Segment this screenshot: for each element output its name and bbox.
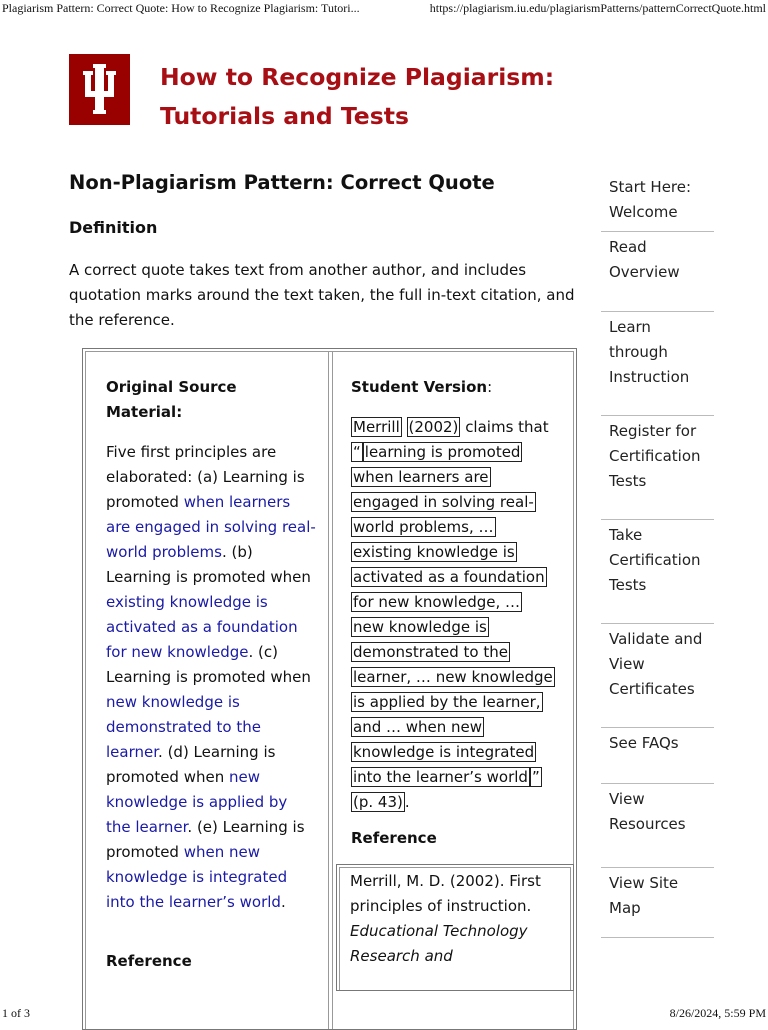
boxed-quote-segment: Merrill <box>353 418 400 436</box>
sidebar-item-label[interactable]: Learn through Instruction <box>609 318 690 386</box>
student-line <box>351 740 561 765</box>
student-line <box>351 415 561 440</box>
original-source-heading: Original Source Material: <box>106 378 237 421</box>
boxed-quote-segment: and … when new <box>353 718 483 736</box>
sidebar-item-label[interactable]: Validate and View Certificates <box>609 630 703 698</box>
sidebar-item-see-faqs[interactable] <box>601 728 714 784</box>
sidebar-item-register-for-certification-tests[interactable] <box>601 416 714 520</box>
boxed-quote-segment: is applied by the learner, <box>353 693 541 711</box>
source-text: . (c) Learning is promoted when <box>106 643 311 686</box>
quoted-passage: new knowledge is demonstrated to the learner <box>106 693 261 761</box>
student-line <box>351 640 561 665</box>
student-text: . <box>404 793 410 811</box>
quoted-passage: new knowledge is applied by the learner <box>106 768 288 836</box>
site-title-line-1[interactable]: How to Recognize Plagiarism: <box>160 63 555 91</box>
print-page-url: https://plagiarism.iu.edu/plagiarismPatterns/patternCorrectQuote.html <box>429 1 766 15</box>
student-line <box>351 465 561 490</box>
sidebar-item-label[interactable]: Take Certification Tests <box>609 526 701 594</box>
sidebar-item-view-resources[interactable] <box>601 784 714 868</box>
boxed-quote-segment: learning is promoted <box>364 443 521 461</box>
boxed-quote-segment: engaged in solving real- <box>353 493 534 511</box>
boxed-quote-segment: into the learner’s world <box>353 768 528 786</box>
print-page-number: 1 of 3 <box>2 1006 30 1020</box>
original-reference-heading: Reference <box>106 952 192 970</box>
reference-citation-plain: Merrill, M. D. (2002). First principles of instruction. <box>350 872 541 915</box>
definition-heading: Definition <box>69 218 158 237</box>
site-title[interactable] <box>160 58 590 136</box>
original-source-text <box>106 440 316 915</box>
boxed-quote-segment: learner, … new knowledge <box>353 668 553 686</box>
boxed-quote-segment: existing knowledge is <box>353 543 515 561</box>
original-source-column <box>86 352 328 1029</box>
site-title-line-2[interactable]: Tutorials and Tests <box>160 102 409 130</box>
sidebar-item-label[interactable]: Start Here: Welcome <box>609 178 692 221</box>
reference-citation <box>350 869 560 969</box>
student-line <box>351 590 561 615</box>
quoted-passage: existing knowledge is activated as a foundation for new knowledge <box>106 593 298 661</box>
student-version-label: Student Version <box>351 378 488 396</box>
boxed-quote-segment: knowledge is integrated <box>353 743 535 761</box>
page-title: Non-Plagiarism Pattern: Correct Quote <box>69 171 495 194</box>
sidebar-item-label[interactable]: Register for Certification Tests <box>609 422 701 490</box>
student-line <box>351 490 561 515</box>
boxed-quote-segment: (2002) <box>408 418 459 436</box>
source-text: Five first principles are elaborated: (a) Learning is promoted <box>106 443 305 511</box>
student-version-text <box>351 415 561 815</box>
quoted-passage: when new knowledge is integrated into the learner’s world <box>106 843 288 911</box>
sidebar-item-label[interactable]: See FAQs <box>609 734 679 752</box>
boxed-quote-segment: “ <box>353 443 361 461</box>
sidebar-item-label[interactable]: View Resources <box>609 790 686 833</box>
boxed-quote-segment: new knowledge is <box>353 618 487 636</box>
reference-journal-title: Educational Technology Research and <box>350 922 528 965</box>
boxed-quote-segment: (p. 43) <box>353 793 403 811</box>
student-line <box>351 515 561 540</box>
boxed-quote-segment: when learners are <box>353 468 489 486</box>
student-line <box>351 440 561 465</box>
print-header <box>0 0 768 20</box>
student-line <box>351 565 561 590</box>
boxed-quote-segment: activated as a foundation <box>353 568 545 586</box>
source-text: . <box>280 893 286 911</box>
comparison-table <box>82 348 577 1030</box>
sidebar-item-validate-and-view-certificates[interactable] <box>601 624 714 728</box>
sidebar-item-view-site-map[interactable] <box>601 868 714 938</box>
sidebar-item-take-certification-tests[interactable] <box>601 520 714 624</box>
boxed-quote-segment: ” <box>531 768 540 786</box>
print-page-title: Plagiarism Pattern: Correct Quote: How to Recognize Plagiarism: Tutori... <box>2 1 360 15</box>
sidebar-item-label[interactable]: View Site Map <box>609 874 679 917</box>
student-line <box>351 665 561 690</box>
student-line <box>351 690 561 715</box>
student-line <box>351 540 561 565</box>
quoted-passage: when learners are engaged in solving real-world problems <box>106 493 316 561</box>
sidebar-item-label[interactable]: Read Overview <box>609 238 680 281</box>
iu-trident-logo-icon[interactable] <box>69 54 130 125</box>
student-version-colon: : <box>487 378 493 396</box>
reference-box <box>336 864 574 991</box>
student-reference-heading: Reference <box>351 829 437 847</box>
sidebar-item-start-here-welcome[interactable] <box>601 172 714 232</box>
sidebar-item-read-overview[interactable] <box>601 232 714 312</box>
sidebar-nav <box>601 172 714 938</box>
student-version-column <box>332 352 573 1029</box>
print-footer <box>0 1006 768 1024</box>
source-text: . (d) Learning is promoted when <box>106 743 276 786</box>
boxed-quote-segment: demonstrated to the <box>353 643 508 661</box>
student-line <box>351 765 561 790</box>
student-version-heading <box>351 375 492 400</box>
main-content <box>69 170 589 329</box>
definition-text: A correct quote takes text from another author, and includes quotation marks around the text taken, the full in-text citation, and the reference. <box>69 261 575 329</box>
student-line <box>351 715 561 740</box>
student-line <box>351 615 561 640</box>
student-line <box>351 790 561 815</box>
source-text: . (b) Learning is promoted when <box>106 543 311 586</box>
boxed-quote-segment: world problems, … <box>353 518 494 536</box>
student-text: claims that <box>460 418 549 436</box>
boxed-quote-segment: for new knowledge, … <box>353 593 521 611</box>
sidebar-item-learn-through-instruction[interactable] <box>601 312 714 416</box>
print-datetime: 8/26/2024, 5:59 PM <box>669 1006 766 1020</box>
source-text: . (e) Learning is promoted <box>106 818 305 861</box>
student-text <box>402 418 407 436</box>
